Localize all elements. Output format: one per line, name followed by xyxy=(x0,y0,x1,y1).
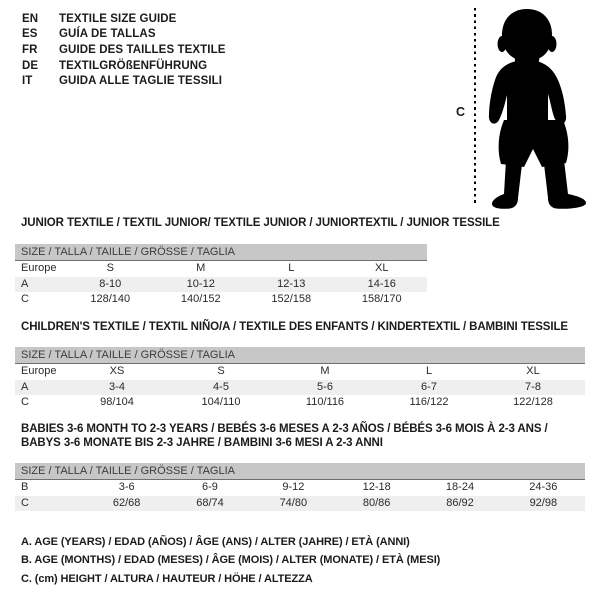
junior-section-title: JUNIOR TEXTILE / TEXTIL JUNIOR/ TEXTILE JUNIOR / JUNIORTEXTIL / JUNIOR TESSILE xyxy=(21,217,500,229)
language-list xyxy=(22,11,226,89)
babies-title-line1: BABIES 3-6 MONTH TO 2-3 YEARS / BEBÉS 3-6 MESES A 2-3 AÑOS / BÉBÉS 3-6 MOIS À 2-3 ANS / xyxy=(21,423,548,435)
age-cell: 7-8 xyxy=(525,380,541,393)
height-cell: 92/98 xyxy=(529,496,558,509)
row-label: C xyxy=(21,396,29,409)
height-cell: 122/128 xyxy=(513,396,553,409)
height-cell: 152/158 xyxy=(271,293,312,306)
age-cell: 12-13 xyxy=(277,277,306,290)
age-cell: 8-10 xyxy=(99,277,122,290)
size-cell: S xyxy=(106,262,114,274)
table-row xyxy=(15,292,427,308)
lang-row-de xyxy=(22,58,226,74)
lang-label: TEXTILE SIZE GUIDE xyxy=(59,12,177,25)
size-cell: S xyxy=(217,365,225,377)
lang-label: GUIDE DES TAILLES TEXTILE xyxy=(59,43,226,56)
lang-code: EN xyxy=(22,12,39,25)
table-row xyxy=(15,395,585,411)
toddler-silhouette-icon xyxy=(488,8,593,210)
age-cell: 5-6 xyxy=(317,380,333,393)
row-label: Europe xyxy=(21,262,57,274)
footnote-age-months: B. AGE (MONTHS) / EDAD (MESES) / ÂGE (MOIS) / ALTER (MONATE) / ETÀ (MESI) xyxy=(21,554,441,567)
age-cell: 3-4 xyxy=(109,380,125,393)
size-cell: M xyxy=(320,365,330,377)
row-label: A xyxy=(21,380,29,393)
lang-label: GUÍA DE TALLAS xyxy=(59,28,156,41)
height-cell: 158/170 xyxy=(361,293,402,306)
height-cell: 80/86 xyxy=(362,496,391,509)
children-size-table xyxy=(15,347,585,411)
lang-label: TEXTILGRÖßENFÜHRUNG xyxy=(59,59,208,72)
size-cell: XS xyxy=(109,365,125,377)
age-cell: 10-12 xyxy=(186,277,215,290)
height-cell: 62/68 xyxy=(112,496,141,509)
table-row xyxy=(15,261,427,277)
height-dashed-line xyxy=(474,8,476,206)
lang-row-en xyxy=(22,11,226,27)
height-cell: 104/110 xyxy=(201,396,241,409)
row-label: C xyxy=(21,293,29,306)
height-cell: 68/74 xyxy=(196,496,224,509)
lang-row-fr xyxy=(22,42,226,58)
age-cell: 18-24 xyxy=(445,481,475,493)
age-cell: 12-18 xyxy=(362,481,391,493)
table-row xyxy=(15,496,585,512)
lang-code: FR xyxy=(22,43,38,56)
height-cell: 116/122 xyxy=(409,396,449,409)
legend-footnotes xyxy=(21,533,440,588)
table-row xyxy=(15,277,427,293)
table-row xyxy=(15,480,585,496)
height-cell: 140/152 xyxy=(180,293,221,306)
table-row xyxy=(15,364,585,380)
lang-code: ES xyxy=(22,28,38,41)
lang-row-es xyxy=(22,27,226,43)
size-cell: L xyxy=(288,262,295,274)
size-header-bar: SIZE / TALLA / TAILLE / GRÖSSE / TAGLIA xyxy=(15,347,585,364)
size-header-bar: SIZE / TALLA / TAILLE / GRÖSSE / TAGLIA xyxy=(15,463,585,480)
age-cell: 4-5 xyxy=(213,380,229,393)
row-label: A xyxy=(21,277,29,290)
lang-code: DE xyxy=(22,59,39,72)
babies-section-title xyxy=(21,422,561,450)
lang-code: IT xyxy=(22,75,33,88)
size-cell: XL xyxy=(375,262,389,274)
footnote-age-years: A. AGE (YEARS) / EDAD (AÑOS) / ÂGE (ANS) / ALTER (JAHRE) / ETÀ (ANNI) xyxy=(21,536,410,548)
age-cell: 6-7 xyxy=(421,380,437,393)
height-measure-label: C xyxy=(456,105,466,119)
height-cell: 110/116 xyxy=(305,396,345,409)
height-cell: 74/80 xyxy=(279,496,308,509)
age-cell: 14-16 xyxy=(367,277,396,290)
junior-size-table xyxy=(15,244,427,308)
age-cell: 3-6 xyxy=(118,481,135,493)
babies-size-table xyxy=(15,463,585,511)
footnote-height: C. (cm) HEIGHT / ALTURA / HAUTEUR / HÖHE / ALTEZZA xyxy=(21,572,313,585)
size-header-bar: SIZE / TALLA / TAILLE / GRÖSSE / TAGLIA xyxy=(15,244,427,261)
babies-title-line2: BABYS 3-6 MONATE BIS 2-3 JAHRE / BAMBINI 3-6 MESI A 2-3 ANNI xyxy=(21,437,383,449)
row-label: C xyxy=(21,496,29,509)
size-cell: XL xyxy=(526,365,540,377)
size-cell: L xyxy=(425,365,433,377)
row-label: B xyxy=(21,481,29,493)
lang-row-it xyxy=(22,73,226,89)
age-cell: 24-36 xyxy=(529,481,558,493)
size-cell: M xyxy=(196,262,206,274)
age-cell: 6-9 xyxy=(202,481,218,493)
row-label: Europe xyxy=(21,365,57,377)
children-section-title: CHILDREN'S TEXTILE / TEXTIL NIÑO/A / TEXTILE DES ENFANTS / KINDERTEXTIL / BAMBINI TESSILE xyxy=(21,321,568,333)
age-cell: 9-12 xyxy=(282,481,305,493)
height-cell: 98/104 xyxy=(100,396,134,409)
lang-label: GUIDA ALLE TAGLIE TESSILI xyxy=(59,75,223,88)
table-row xyxy=(15,380,585,396)
height-cell: 128/140 xyxy=(90,293,131,306)
height-cell: 86/92 xyxy=(446,496,474,509)
